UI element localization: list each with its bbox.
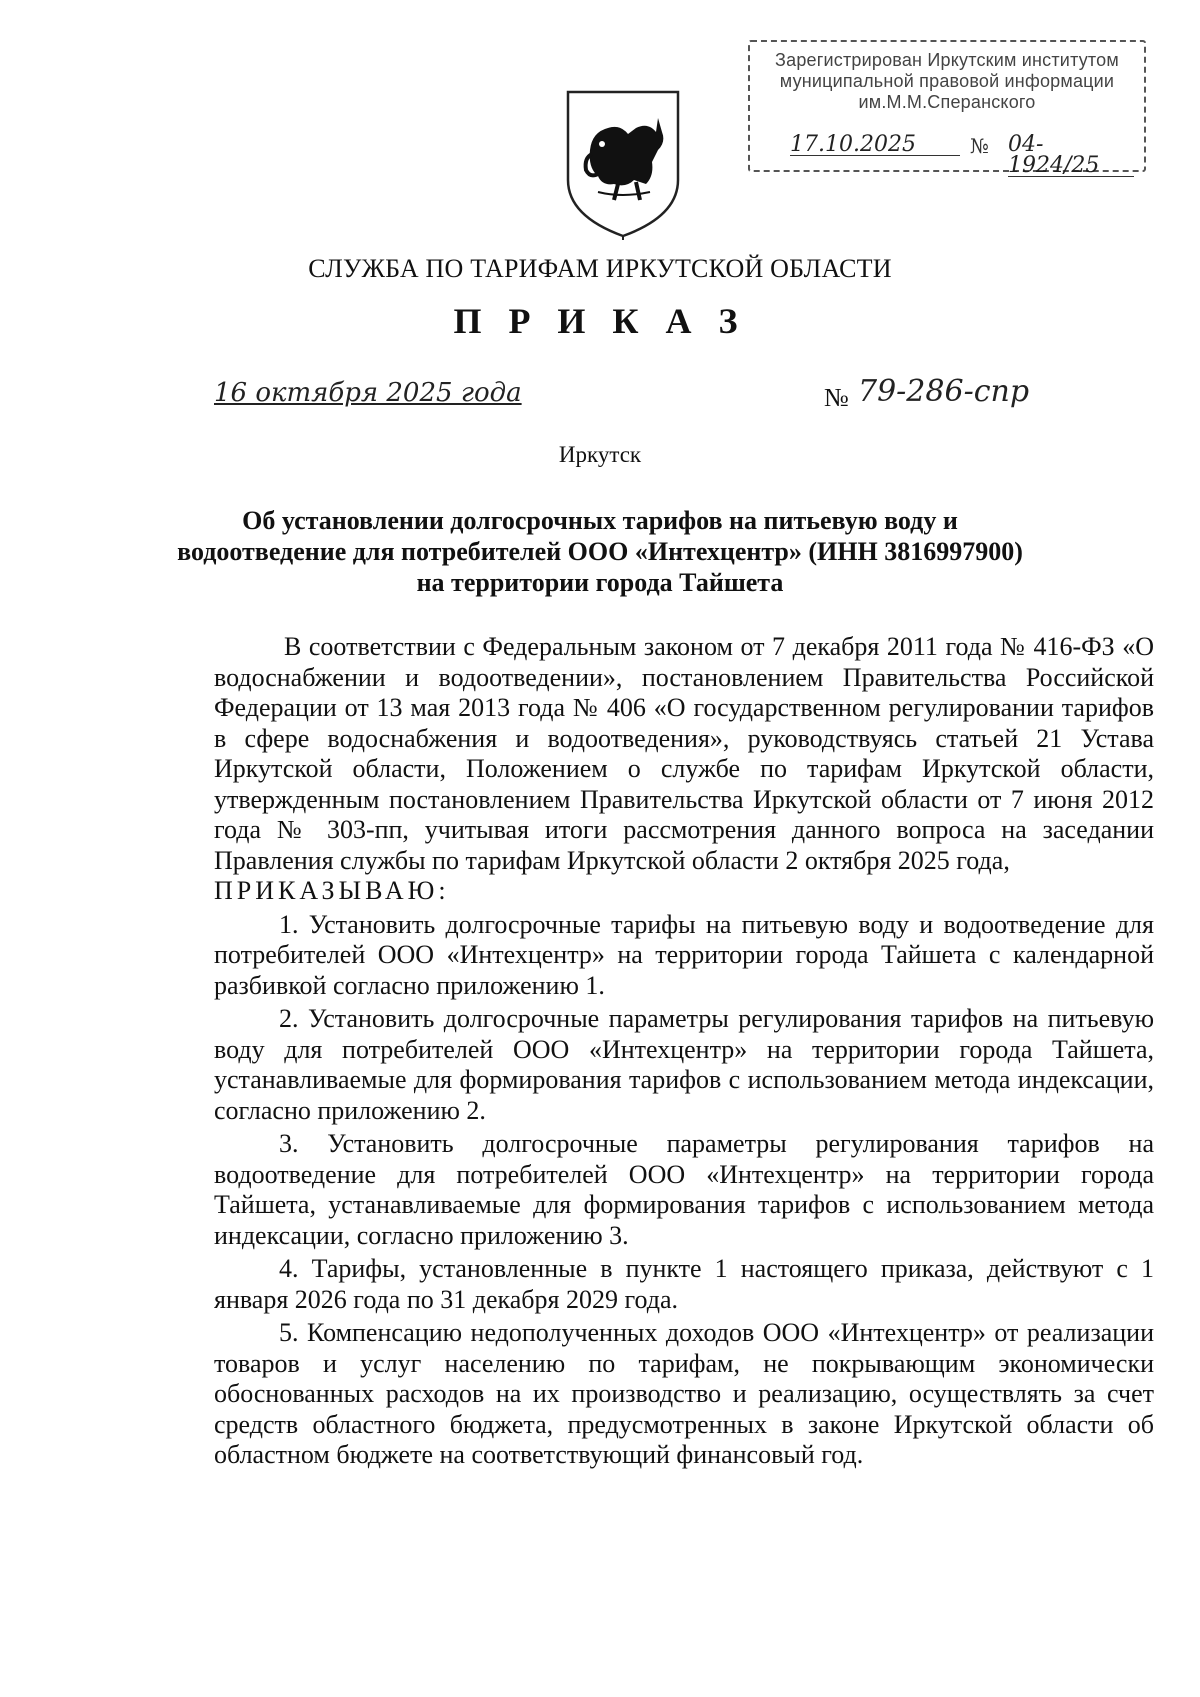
order-item-1: 1. Установить долгосрочные тарифы на питьевую воду и водоотведение для потребителей ООО «Интехцентр» на территории города Тайшета с календарной разбивкой согласно приложению 1. xyxy=(214,909,1154,1000)
stamp-line-2: муниципальной правовой информации xyxy=(779,71,1115,91)
coat-of-arms-icon xyxy=(562,88,684,240)
order-item-4: 4. Тарифы, установленные в пункте 1 настоящего приказа, действуют с 1 января 2026 года по 31 декабря 2029 года. xyxy=(214,1254,1154,1314)
city-name: Иркутск xyxy=(558,442,642,467)
order-number-label: № xyxy=(824,383,849,412)
order-body xyxy=(214,632,1154,1471)
stamp-handwritten-row xyxy=(760,132,1134,178)
order-item-3: 3. Установить долгосрочные параметры регулирования тарифов на водоотведение для потребителей ООО «Интехцентр» на территории города Тайшета, устанавливаемые для формирования тарифов с использованием метода индексации, согласно приложению 3. xyxy=(214,1129,1154,1250)
order-item-2: 2. Установить долгосрочные параметры регулирования тарифов на питьевую воду для потребителей ООО «Интехцентр» на территории города Тайшета, устанавливаемые для формирования тарифов с использованием метода индексации, согласно приложению 2. xyxy=(214,1004,1154,1125)
order-word: ПРИКАЗЫВАЮ: xyxy=(214,876,450,905)
stamp-date: 17.10.2025 xyxy=(790,134,960,156)
agency-name: СЛУЖБА ПО ТАРИФАМ ИРКУТСКОЙ ОБЛАСТИ xyxy=(308,254,892,283)
stamp-line-1: Зарегистрирован Иркутским институтом xyxy=(775,50,1119,70)
order-number: 79-286-спр xyxy=(858,374,1030,409)
document-title: П Р И К А З xyxy=(453,301,747,341)
stamp-number: 04-1924/25 xyxy=(1008,134,1134,177)
preamble-paragraph: В соответствии с Федеральным законом от 7 декабря 2011 года № 416-ФЗ «О водоснабжении и водоотведении», постановлением Правительства Российской Федерации от 13 мая 2013 года № 406 «О государственном регулировании тарифов в сфере водоснабжения и водоотведения», руководствуясь статьей 21 Устава Иркутской области, Положением о службе по тарифам Иркутской области, утвержденным постановлением Правительства Иркутской области от 7 июня 2012 года № 303-пп, учитывая итоги рассмотрения данного вопроса на заседании Правления службы по тарифам Иркутской области 2 октября 2025 года, xyxy=(214,632,1154,875)
registration-stamp xyxy=(748,40,1146,178)
stamp-line-3: им.М.М.Сперанского xyxy=(858,92,1036,112)
order-heading: Об установлении долгосрочных тарифов на питьевую воду и водоотведение для потребителей ООО «Интехцентр» (ИНН 3816997900) на территории города Тайшета xyxy=(177,506,1023,597)
stamp-number-label: № xyxy=(970,134,989,158)
order-date: 16 октября 2025 года xyxy=(214,378,522,408)
order-item-5: 5. Компенсацию недополученных доходов ООО «Интехцентр» от реализации товаров и услуг населению по тарифам, не покрывающим экономически обоснованных расходов на их производство и реализацию, осуществлять за счет средств областного бюджета, предусмотренных в законе Иркутской области об областном бюджете на соответствующий финансовый год. xyxy=(214,1318,1154,1469)
